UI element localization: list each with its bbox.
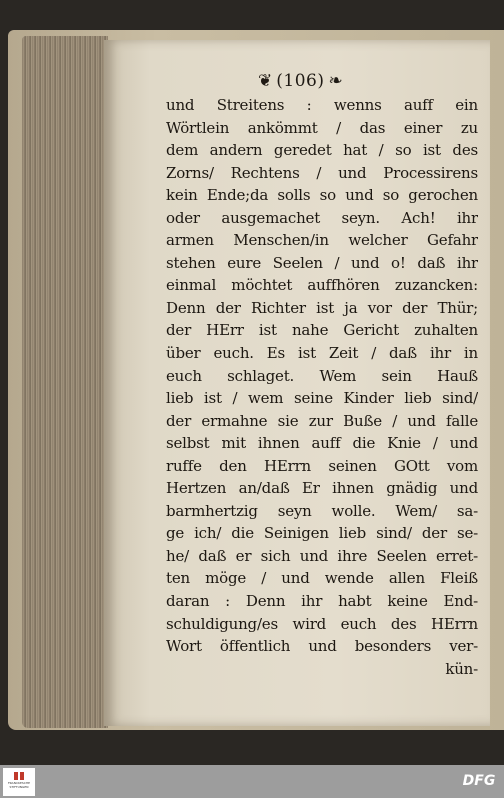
- library-logo-name: FRANCKESCHE: [7, 781, 31, 785]
- text-line: einmal möchtet auffhören zuzancken:: [166, 276, 478, 295]
- page-edges-stack: [22, 36, 108, 728]
- library-logo-city: STIFTUNGEN: [9, 785, 29, 789]
- text-line: daran : Denn ihr habt keine End-: [166, 592, 478, 611]
- text-line: ten möge / und wende allen Fleiß: [166, 569, 478, 588]
- ornament-right-icon: ❧: [328, 70, 343, 91]
- text-line: Denn der Richter ist ja vor der Thür;: [166, 298, 478, 317]
- page-header: [258, 70, 343, 92]
- library-logo[interactable]: [3, 768, 35, 796]
- text-block: [166, 94, 478, 684]
- text-line: armen Menschen/in welcher Gefahr: [166, 231, 478, 250]
- text-line: ge ich/ die Seinigen lieb sind/ der se-: [166, 524, 478, 543]
- ornament-left-icon: ❦: [258, 70, 273, 91]
- text-line: stehen eure Seelen / und o! daß ihr: [166, 253, 478, 272]
- text-line: und Streitens : wenns auff ein: [166, 96, 478, 114]
- text-line: der HErr ist nahe Gericht zuhalten: [166, 321, 478, 340]
- text-line: Hertzen an/daß Er ihnen gnädig und: [166, 479, 478, 498]
- text-line: oder ausgemachet seyn. Ach! ihr: [166, 208, 478, 227]
- text-line: kün-: [445, 659, 478, 678]
- text-line: lieb ist / wem seine Kinder lieb sind/: [166, 389, 478, 408]
- text-line: schuldigung/es wird euch des HErrn: [166, 614, 478, 633]
- dfg-logo[interactable]: DFG: [462, 773, 496, 789]
- text-line: dem andern geredet hat / so ist des: [166, 141, 478, 160]
- text-line: he/ daß er sich und ihre Seelen erret-: [166, 546, 478, 565]
- text-line: barmhertzig seyn wolle. Wem/ sa-: [166, 501, 478, 520]
- text-line: der ermahne sie zur Buße / und falle: [166, 411, 478, 430]
- text-line: ruffe den HErrn seinen GOtt vom: [166, 456, 478, 475]
- text-line: selbst mit ihnen auff die Knie / und: [166, 434, 478, 453]
- text-line: Wörtlein ankömmt / das einer zu: [166, 118, 478, 137]
- text-line: Zorns/ Rechtens / und Processirens: [166, 163, 478, 182]
- text-line: kein Ende;da solls so und so gerochen: [166, 186, 478, 205]
- text-line: Wort öffentlich und besonders ver-: [166, 637, 478, 656]
- text-line: euch schlaget. Wem sein Hauß: [166, 366, 478, 385]
- text-line: über euch. Es ist Zeit / daß ihr in: [166, 344, 478, 363]
- page-number: (106): [276, 71, 325, 91]
- library-emblem-icon: [13, 771, 25, 781]
- viewer-footer-bar: [0, 765, 504, 798]
